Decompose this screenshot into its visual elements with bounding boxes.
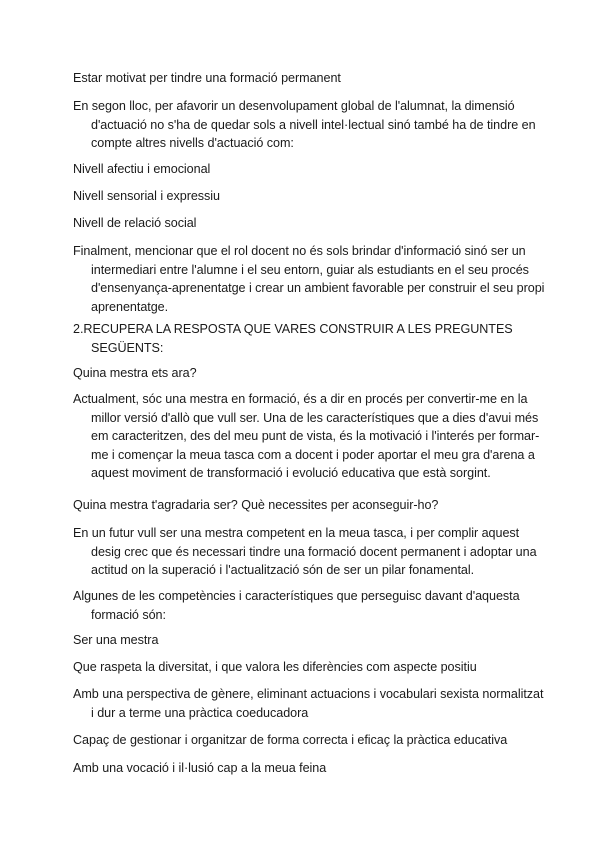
list-item-social: Nivell de relació social (73, 216, 197, 230)
paragraph-competencies-intro: Algunes de les competències i característiques que perseguisc davant d'aquesta formació són: (73, 589, 520, 622)
list-item-vocation: Amb una vocació i il·lusió cap a la meua feina (73, 761, 327, 775)
section-heading-text: RECUPERA LA RESPOSTA QUE VARES CONSTRUIR A LES PREGUNTES SEGÜENTS: (83, 322, 513, 355)
question-current-teacher: Quina mestra ets ara? (73, 366, 197, 380)
list-item-sensorial: Nivell sensorial i expressiu (73, 189, 220, 203)
question-future-teacher: Quina mestra t'agradaria ser? Què necessites per aconseguir-ho? (73, 498, 439, 512)
answer-current-teacher: Actualment, sóc una mestra en formació, és a dir en procés per convertir-me en la millor versió d'allò que vull ser. Una de les característiques que a dies d'avui més em caracteritzen, des del meu punt de vista, és la motivació i l'interés per formar-me i començar la meua tasca com a docent i poder aportar el meu gra d'arena a aquest moviment de transformació i evolució educativa que està sorgint. (73, 392, 540, 480)
paragraph-teacher-role: Finalment, mencionar que el rol docent no és sols brindar d'informació sinó ser un intermediari entre l'alumne i el seu entorn, guiar als estudiants en el seu procés d'ensenyança-aprenentatge i crear un ambient favorable per construir el seu propi aprenentatge. (73, 244, 545, 314)
answer-future-teacher: En un futur vull ser una mestra competent en la meua tasca, i per complir aquest desig crec que és necessari tindre una formació docent permanent i adoptar una actitud on la superació i l'actualització són de ser un pilar fonamental. (73, 526, 537, 577)
list-item-be-teacher: Ser una mestra (73, 633, 159, 647)
list-item-management: Capaç de gestionar i organitzar de forma correcta i eficaç la pràctica educativa (73, 733, 508, 747)
list-item-affective: Nivell afectiu i emocional (73, 162, 211, 176)
list-item-diversity: Que raspeta la diversitat, i que valora les diferències com aspecte positiu (73, 660, 477, 674)
paragraph-motivation: Estar motivat per tindre una formació permanent (73, 71, 341, 85)
list-item-gender-perspective: Amb una perspectiva de gènere, eliminant actuacions i vocabulari sexista normalitzat i dur a terme una pràctica coeducadora (73, 687, 544, 720)
paragraph-dimensions-intro: En segon lloc, per afavorir un desenvolupament global de l'alumnat, la dimensió d'actuació no s'ha de quedar sols a nivell intel·lectual sinó també ha de tindre en compte altres nivells d'actuació com: (73, 99, 536, 150)
section-heading (73, 320, 549, 357)
section-number: 2. (73, 322, 84, 336)
